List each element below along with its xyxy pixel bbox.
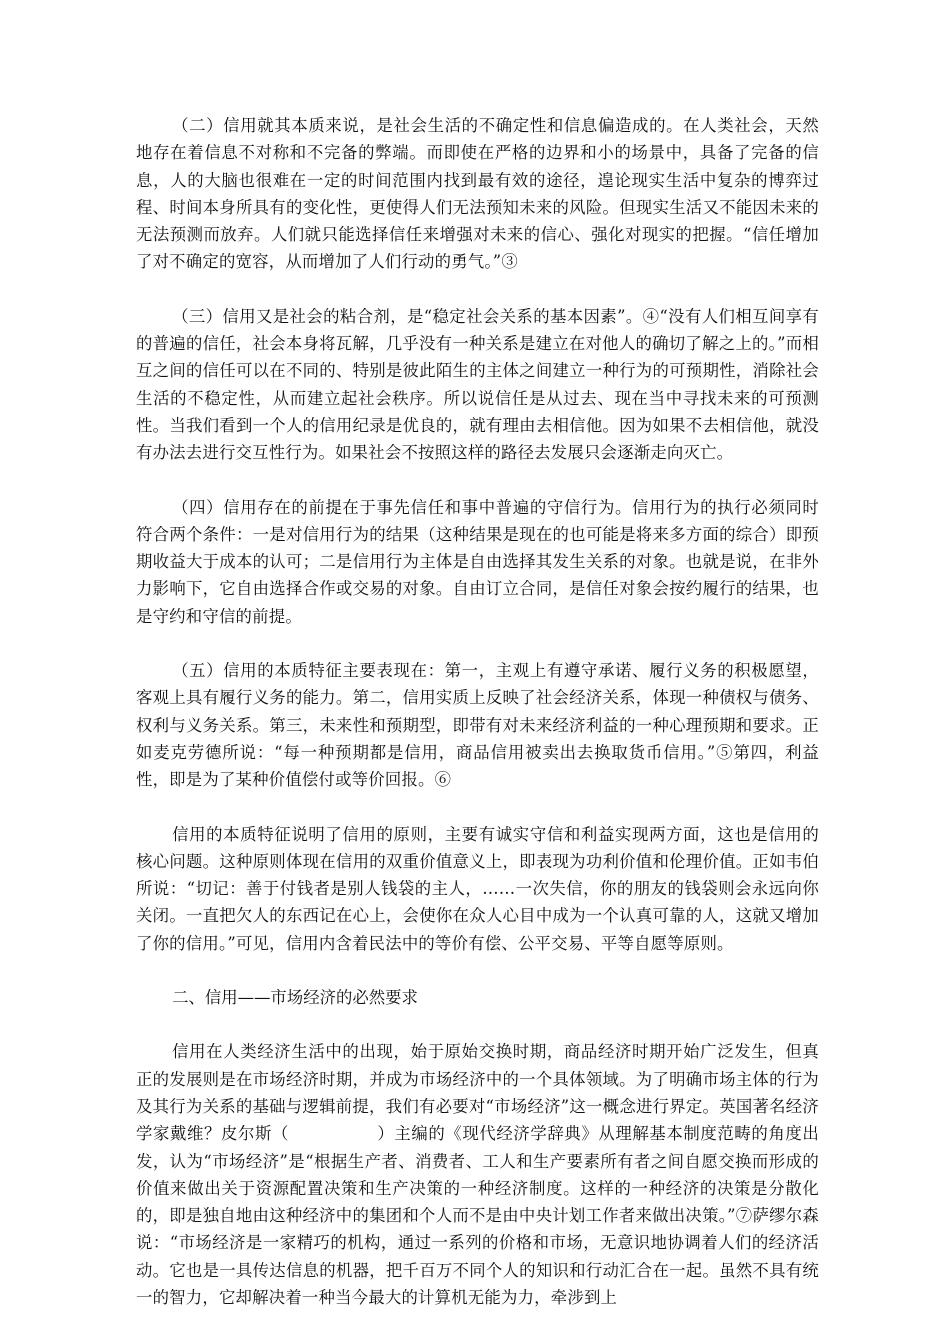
section-heading: 二、信用——市场经济的必然要求	[172, 988, 418, 1008]
paragraph-gap	[136, 957, 819, 984]
paragraph-credit-premise: （四）信用存在的前提在于事先信任和事中普遍的守信行为。信用行为的执行必须同时符合两个条件：一是对信用行为的结果（这种结果是现在的也可能是将来多方面的综合）即预期收益大于成本的认可；二是信用行为主体是自由选择其发生关系的对象。也就是说，在非外力影响下，它自由选择合作或交易的对象。自由订立合同，是信任对象会按约履行的结果，也是守约和守信的前提。	[136, 497, 819, 626]
paragraph-gap	[136, 467, 819, 494]
paragraph-credit-essence: （二）信用就其本质来说，是社会生活的不确定性和信息偏造成的。在人类社会，天然地存在着信息不对称和不完备的弊端。而即使在严格的边界和小的场景中，具备了完备的信息，人的大脑也很难在一定的时间范围内找到最有效的途径，遑论现实生活中复杂的博弈过程、时间本身所具有的变化性，更使得人们无法预知未来的风险。但现实生活又不能因未来的无法预测而放弃。人们就只能选择信任来增强对未来的信心、强化对现实的把握。“信任增加了对不确定的宽容，从而增加了人们行动的勇气。”③	[136, 116, 819, 272]
paragraph-gap	[136, 794, 819, 821]
paragraph-market-economy-part1: 信用在人类经济生活中的出现，始于原始交换时期，商品经济时期开始广泛发生，但真正的发展则是在市场经济时期，并成为市场经济中的一个具体领域。为了明确市场主体的行为及其行为关系的基础与逻辑前提，我们有必要对“市场经济”这一概念进行界定。英国著名经济学家戴维？皮尔斯（	[136, 1042, 819, 1144]
document-body	[136, 112, 819, 1311]
paragraph-gap	[136, 630, 819, 657]
paragraph-market-economy	[136, 1038, 819, 1311]
paragraph-market-economy-part2: ）主编的《现代经济学辞典》从理解基本制度范畴的角度出发，认为“市场经济”是“根据生产者、消费者、工人和生产要素所有者之间自愿交换而形成的价值来做出关于资源配置决策和生产决策的一种经济制度。这样的一种经济的决策是分散化的，即是独自地由这种经济中的集团和个人而不是由中央计划工作者来做出决策。”⑦萨缪尔森说：“市场经济是一家精巧的机构，通过一系列的价格和市场，无意识地协调着人们的经济活动。它也是一具传达信息的机器，把千百万不同个人的知识和行动汇合在一起。虽然不具有统一的智力，它却解决着一种当今最大的计算机无能为力，牵涉到上	[136, 1124, 819, 1307]
paragraph-credit-social-glue: （三）信用又是社会的粘合剂，是“稳定社会关系的基本因素”。④“没有人们相互间享有的普遍的信任，社会本身将瓦解，几乎没有一种关系是建立在对他人的确切了解之上的。”而相互之间的信任可以在不同的、特别是彼此陌生的主体之间建立一种行为的可预期性，消除社会生活的不稳定性，从而建立起社会秩序。所以说信任是从过去、现在当中寻找未来的可预测性。当我们看到一个人的信用纪录是优良的，就有理由去相信他。因为如果不去相信他，就没有办法去进行交互性行为。如果社会不按照这样的路径去发展只会逐渐走向灭亡。	[136, 306, 819, 463]
paragraph-credit-features: （五）信用的本质特征主要表现在：第一，主观上有遵守承诺、履行义务的积极愿望，客观上具有履行义务的能力。第二，信用实质上反映了社会经济关系，体现一种债权与债务、权利与义务关系。第三，未来性和预期型，即带有对未来经济利益的一种心理预期和要求。正如麦克劳德所说：“每一种预期都是信用，商品信用被卖出去换取货币信用。”⑤第四，利益性，即是为了某种价值偿付或等价回报。⑥	[136, 661, 819, 790]
paragraph-gap	[136, 1011, 819, 1038]
paragraph-gap	[136, 276, 819, 303]
paragraph-credit-principles: 信用的本质特征说明了信用的原则，主要有诚实守信和利益实现两方面，这也是信用的核心问题。这种原则体现在信用的双重价值意义上，即表现为功利价值和伦理价值。正如韦伯所说：“切记：善于付钱者是别人钱袋的主人，……一次失信，你的朋友的钱袋则会永远向你关闭。一直把欠人的东西记在心上，会使你在众人心目中成为一个认真可靠的人，这就又增加了你的信用。”可见，信用内含着民法中的等价有偿、公平交易、平等自愿等原则。	[136, 824, 819, 953]
